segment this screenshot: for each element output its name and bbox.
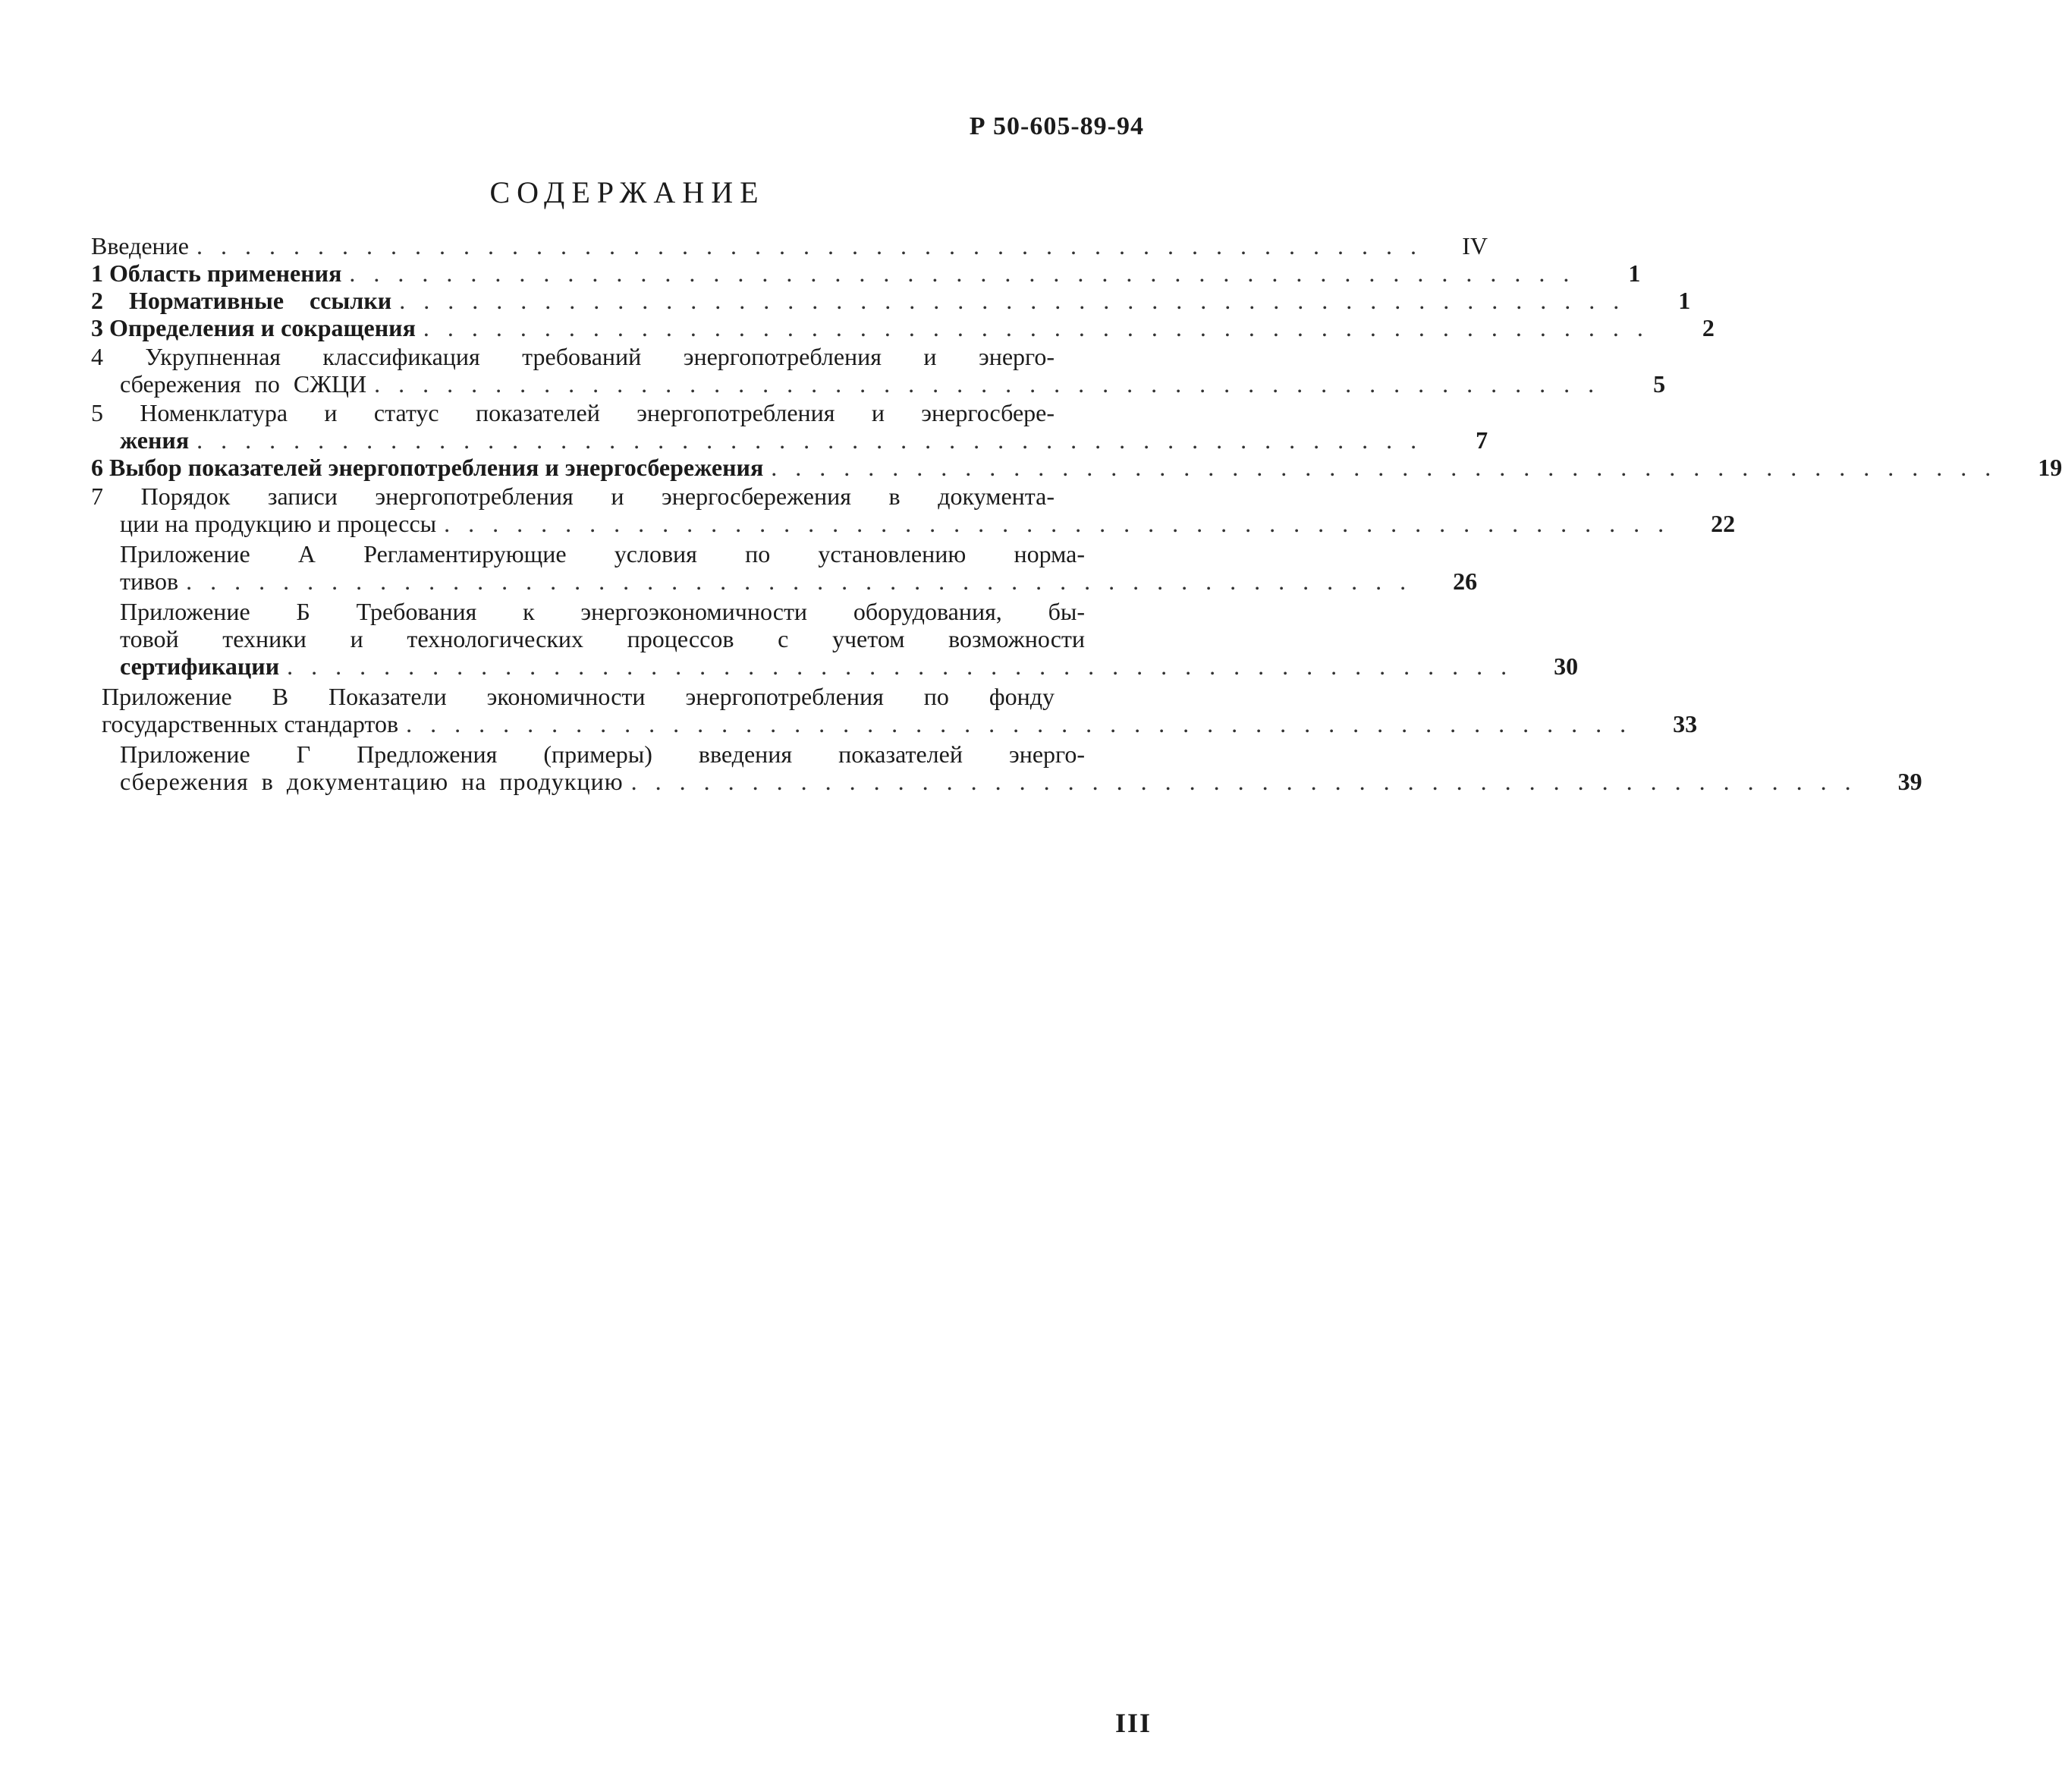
- page-number: III: [1114, 1708, 1152, 1738]
- toc-entry-title-line: Приложение В Показатели экономичности энергопотребления по фонду: [102, 683, 1055, 710]
- dot-leader: . . . . . . . . . . . . . . . . . . . . . . . . . . . . . . . . . . . . . . . . . . . . . . . . . . .: [349, 259, 1576, 287]
- document-code: Р 50-605-89-94: [969, 112, 1144, 140]
- toc-entry-title-line: ции на продукцию и процессы: [120, 510, 437, 537]
- toc-entry-title: Введение: [91, 232, 189, 259]
- dot-leader: . . . . . . . . . . . . . . . . . . . . . . . . . . . . . . . . . . . . . . . . . . . . . . . . . . .: [630, 768, 1857, 795]
- toc-entry-title-line: Приложение Г Предложения (примеры) введения показателей энерго-: [120, 740, 1085, 768]
- dot-leader: . . . . . . . . . . . . . . . . . . . . . . . . . . . . . . . . . . . . . . . . . . . . . . . . . . .: [186, 567, 1413, 595]
- toc-entry-section-7: [91, 483, 1736, 537]
- toc-entry-page: 39: [1897, 768, 1922, 795]
- toc-entry-section-5: [91, 399, 1488, 454]
- toc-entry-section-4: [91, 343, 1666, 398]
- toc-entry-title-line: государственных стандартов: [102, 710, 399, 737]
- toc-entry-title-line: сертификации: [120, 652, 280, 680]
- toc-entry-title-line: тивов: [120, 567, 179, 595]
- toc-entry-appendix-g: [91, 740, 1922, 795]
- toc-entry-appendix-a: [91, 540, 1478, 595]
- toc-entry-introduction: [91, 232, 1488, 259]
- toc-entry-title-line: 4 Укрупненная классификация требований энергопотребления и энерго-: [91, 343, 1055, 370]
- toc-entry-page: 19: [2038, 454, 2062, 481]
- toc-entry-section-2: [91, 287, 1691, 314]
- toc-entry-page: 7: [1476, 426, 1488, 454]
- toc-entry-title-line: сбережения по СЖЦИ: [120, 370, 367, 398]
- toc-entry-page: 2: [1702, 314, 1715, 341]
- toc-title: СОДЕРЖАНИЕ: [489, 175, 765, 209]
- toc-entry-page: IV: [1462, 232, 1488, 259]
- toc-entry-page: 33: [1673, 710, 1698, 737]
- toc-entry-title-line: жения: [120, 426, 190, 454]
- toc-entry-page: 26: [1453, 567, 1478, 595]
- dot-leader: . . . . . . . . . . . . . . . . . . . . . . . . . . . . . . . . . . . . . . . . . . . . . . . . . . .: [444, 510, 1671, 537]
- toc-entry-page: 30: [1554, 652, 1579, 680]
- dot-leader: . . . . . . . . . . . . . . . . . . . . . . . . . . . . . . . . . . . . . . . . . . . . . . . . . . .: [771, 454, 1998, 481]
- toc-entry-appendix-b: [91, 598, 1579, 680]
- toc-entry-title: 2 Нормативные ссылки: [91, 287, 392, 314]
- toc-entry-title-line: Приложение А Регламентирующие условия по установлению норма-: [120, 540, 1085, 567]
- dot-leader: . . . . . . . . . . . . . . . . . . . . . . . . . . . . . . . . . . . . . . . . . . . . . . . . . . .: [423, 314, 1649, 341]
- table-of-contents: [91, 232, 2062, 795]
- toc-entry-section-6: [91, 454, 2062, 481]
- toc-entry-page: 22: [1711, 510, 1736, 537]
- toc-entry-section-1: [91, 259, 1641, 287]
- toc-entry-title-line: 7 Порядок записи энергопотребления и энергосбережения в документа-: [91, 483, 1055, 510]
- dot-leader: . . . . . . . . . . . . . . . . . . . . . . . . . . . . . . . . . . . . . . . . . . . . . . . . . . .: [196, 426, 1423, 454]
- toc-entry-title-line: товой техники и технологических процессов с учетом возможности: [120, 625, 1085, 652]
- toc-entry-page: 1: [1628, 259, 1641, 287]
- toc-entry-title-line: Приложение Б Требования к энергоэкономичности оборудования, бы-: [120, 598, 1085, 625]
- dot-leader: . . . . . . . . . . . . . . . . . . . . . . . . . . . . . . . . . . . . . . . . . . . . . . . . . . .: [287, 652, 1513, 680]
- dot-leader: . . . . . . . . . . . . . . . . . . . . . . . . . . . . . . . . . . . . . . . . . . . . . . . . . . .: [399, 287, 1626, 314]
- toc-entry-title: 6 Выбор показателей энергопотребления и энергосбережения: [91, 454, 764, 481]
- dot-leader: . . . . . . . . . . . . . . . . . . . . . . . . . . . . . . . . . . . . . . . . . . . . . . . . . . .: [374, 370, 1601, 398]
- toc-entry-page: 1: [1678, 287, 1691, 314]
- toc-entry-title-line: сбережения в документацию на продукцию: [120, 768, 624, 795]
- dot-leader: . . . . . . . . . . . . . . . . . . . . . . . . . . . . . . . . . . . . . . . . . . . . . . . . . . .: [196, 232, 1422, 259]
- toc-entry-title: 1 Область применения: [91, 259, 342, 287]
- dot-leader: . . . . . . . . . . . . . . . . . . . . . . . . . . . . . . . . . . . . . . . . . . . . . . . . . . .: [406, 710, 1633, 737]
- toc-entry-section-3: [91, 314, 1715, 341]
- toc-entry-title: 3 Определения и сокращения: [91, 314, 416, 341]
- toc-entry-appendix-v: [91, 683, 1698, 737]
- toc-entry-title-line: 5 Номенклатура и статус показателей энергопотребления и энергосбере-: [91, 399, 1055, 426]
- toc-entry-page: 5: [1653, 370, 1666, 398]
